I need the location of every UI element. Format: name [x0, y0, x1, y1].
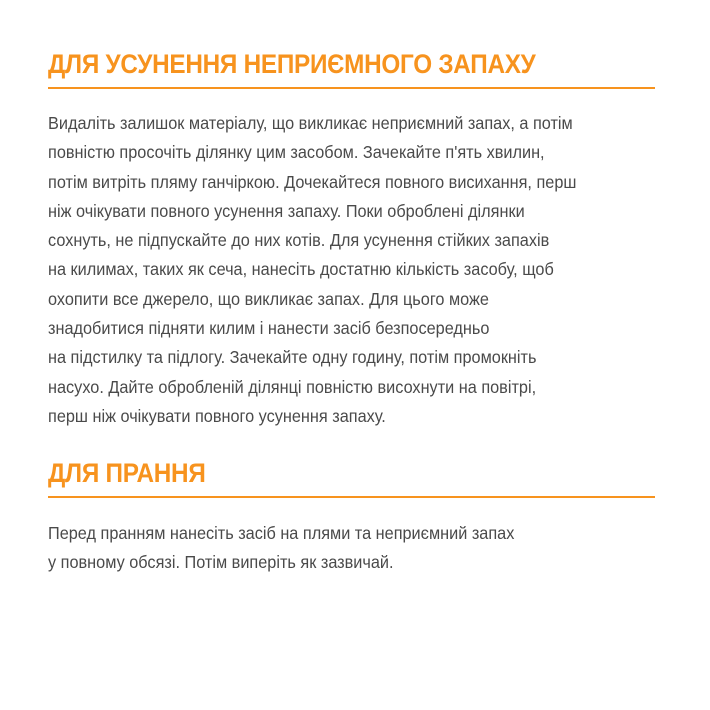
- heading-underline: [48, 496, 655, 498]
- body-line: у повному обсязі. Потім виперіть як зазвичай.: [48, 552, 394, 573]
- section-body-odor-removal: [48, 109, 655, 431]
- section-odor-removal: [48, 44, 655, 431]
- heading-underline: [48, 87, 655, 89]
- body-line: повністю просочіть ділянку цим засобом. Зачекайте п'ять хвилин,: [48, 142, 545, 163]
- body-line: Перед пранням нанесіть засіб на плями та неприємний запах: [48, 523, 515, 543]
- section-heading-washing: ДЛЯ ПРАННЯ: [48, 458, 206, 488]
- body-line: охопити все джерело, що викликає запах. Для цього може: [48, 288, 489, 309]
- body-line: ніж очікувати повного усунення запаху. Поки оброблені ділянки: [48, 200, 525, 221]
- body-line: на килимах, таких як сеча, нанесіть достатню кількість засобу, щоб: [48, 259, 554, 280]
- section-body-washing: [48, 519, 655, 578]
- body-line: потім витріть пляму ганчіркою. Дочекайтеся повного висихання, перш: [48, 171, 577, 192]
- body-line: сохнуть, не підпускайте до них котів. Для усунення стійких запахів: [48, 230, 550, 251]
- body-line: Видаліть залишок матеріалу, що викликає неприємний запах, а потім: [48, 113, 573, 133]
- body-line: знадобитися підняти килим і нанести засіб безпосередньо: [48, 318, 490, 339]
- body-line: перш ніж очікувати повного усунення запаху.: [48, 405, 386, 426]
- body-line: на підстилку та підлогу. Зачекайте одну годину, потім промокніть: [48, 347, 537, 368]
- section-washing: [48, 453, 655, 578]
- section-heading-odor-removal: ДЛЯ УСУНЕННЯ НЕПРИЄМНОГО ЗАПАХУ: [48, 49, 536, 79]
- body-line: насухо. Дайте обробленій ділянці повністю висохнути на повітрі,: [48, 376, 537, 397]
